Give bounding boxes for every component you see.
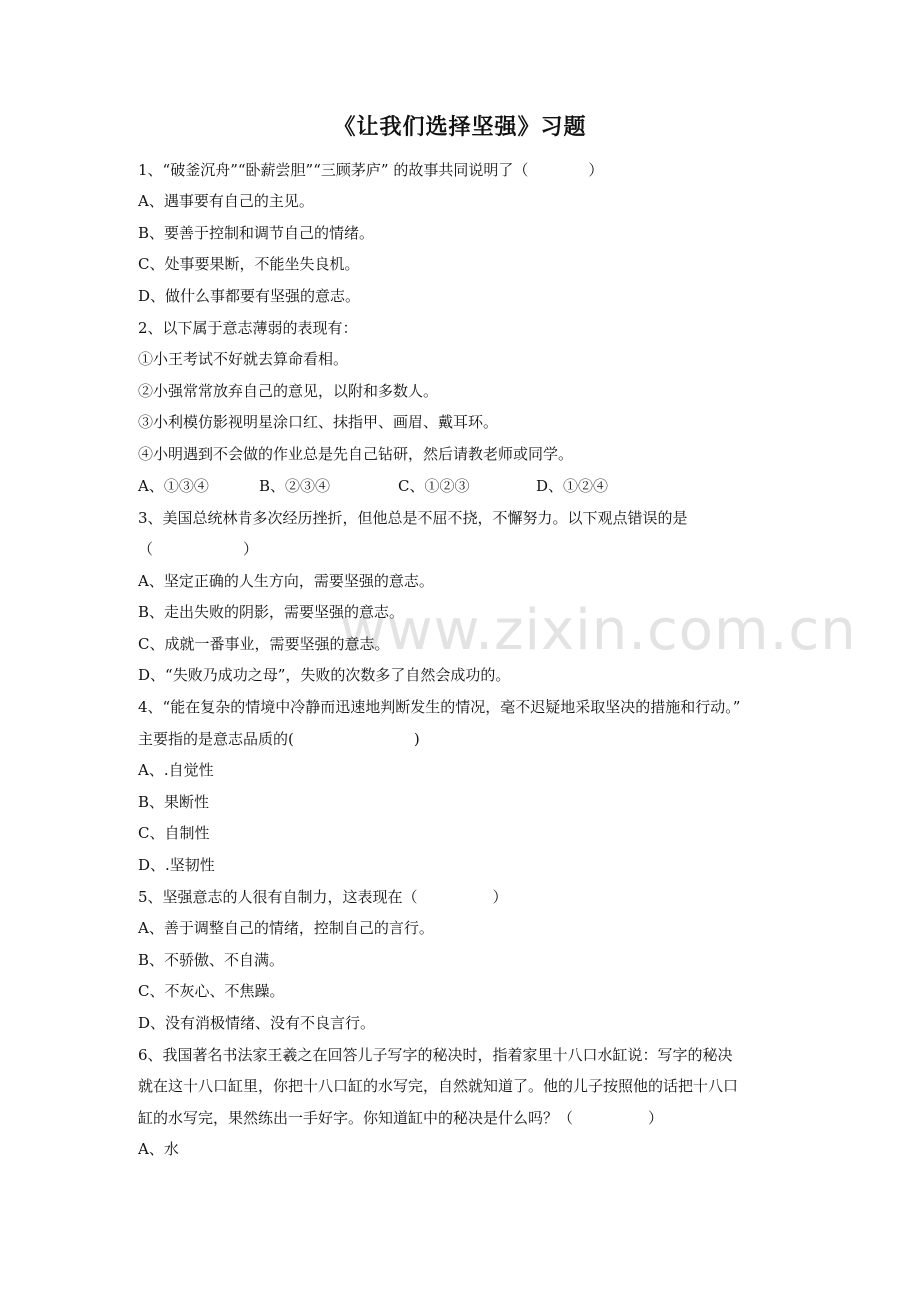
- question-1-option-d: D、做什么事都要有坚强的意志。: [138, 287, 361, 305]
- watermark: www.zixin.com.cn: [340, 598, 857, 663]
- question-2-stem: 2、以下属于意志薄弱的表现有：: [138, 319, 358, 337]
- question-2-option-c: C、①②③: [398, 477, 470, 495]
- question-5-option-b: B、不骄傲、不自满。: [138, 951, 285, 969]
- page-title: 《让我们选择坚强》习题: [333, 115, 587, 140]
- question-1-stem: 1、“破釜沉舟”“卧薪尝胆”“三顾茅庐” 的故事共同说明了（ ）: [138, 161, 604, 179]
- question-3-stem-line-2: （ ）: [138, 540, 259, 558]
- question-3-option-d: D、“失败乃成功之母”，失败的次数多了自然会成功的。: [138, 666, 511, 684]
- question-2-item-2: ②小强常常放弃自己的意见，以附和多数人。: [138, 382, 439, 400]
- question-3-option-c: C、成就一番事业，需要坚强的意志。: [138, 635, 390, 653]
- question-5-stem: 5、坚强意志的人很有自制力，这表现在（ ）: [138, 888, 508, 906]
- question-4-option-d: D、.坚韧性: [138, 856, 215, 874]
- question-5-option-a: A、善于调整自己的情绪，控制自己的言行。: [138, 919, 434, 937]
- question-1-option-a: A、遇事要有自己的主见。: [138, 192, 314, 210]
- question-3-stem-line-1: 3、美国总统林肯多次经历挫折，但他总是不屈不挠，不懈努力。以下观点错误的是: [138, 509, 688, 527]
- question-3-option-b: B、走出失败的阴影，需要坚强的意志。: [138, 603, 405, 621]
- question-5-option-c: C、不灰心、不焦躁。: [138, 982, 285, 1000]
- question-2-item-4: ④小明遇到不会做的作业总是先自己钻研，然后请教老师或同学。: [138, 445, 574, 463]
- question-5-option-d: D、没有消极情绪、没有不良言行。: [138, 1014, 376, 1032]
- question-2-item-1: ①小王考试不好就去算命看相。: [138, 350, 349, 368]
- question-2-option-b: B、②③④: [259, 477, 331, 495]
- question-2-option-a: A、①③④: [138, 477, 209, 495]
- question-2-item-3: ③小利模仿影视明星涂口红、抹指甲、画眉、戴耳环。: [138, 413, 499, 431]
- question-3-option-a: A、坚定正确的人生方向，需要坚强的意志。: [138, 572, 434, 590]
- question-6-stem-line-2: 就在这十八口缸里，你把十八口缸的水写完，自然就知道了。他的儿子按照他的话把十八口: [138, 1077, 739, 1095]
- question-6-stem-line-3: 缸的水写完，果然练出一手好字。你知道缸中的秘决是什么吗？（ ）: [138, 1109, 664, 1127]
- question-4-option-c: C、自制性: [138, 824, 210, 842]
- question-4-stem-line-2: 主要指的是意志品质的( ): [138, 730, 420, 748]
- question-4-stem-line-1: 4、“能在复杂的情境中冷静而迅速地判断发生的情况，毫不迟疑地采取坚决的措施和行动。”: [138, 698, 741, 716]
- question-2-option-d: D、①②④: [536, 477, 609, 495]
- question-4-option-a: A、.自觉性: [138, 761, 214, 779]
- question-1-option-b: B、要善于控制和调节自己的情绪。: [138, 224, 375, 242]
- question-6-stem-line-1: 6、我国著名书法家王羲之在回答儿子写字的秘决时，指着家里十八口水缸说：写字的秘决: [138, 1046, 733, 1064]
- question-1-option-c: C、处事要果断，不能坐失良机。: [138, 255, 360, 273]
- question-4-option-b: B、果断性: [138, 793, 210, 811]
- question-6-option-a: A、水: [138, 1140, 179, 1158]
